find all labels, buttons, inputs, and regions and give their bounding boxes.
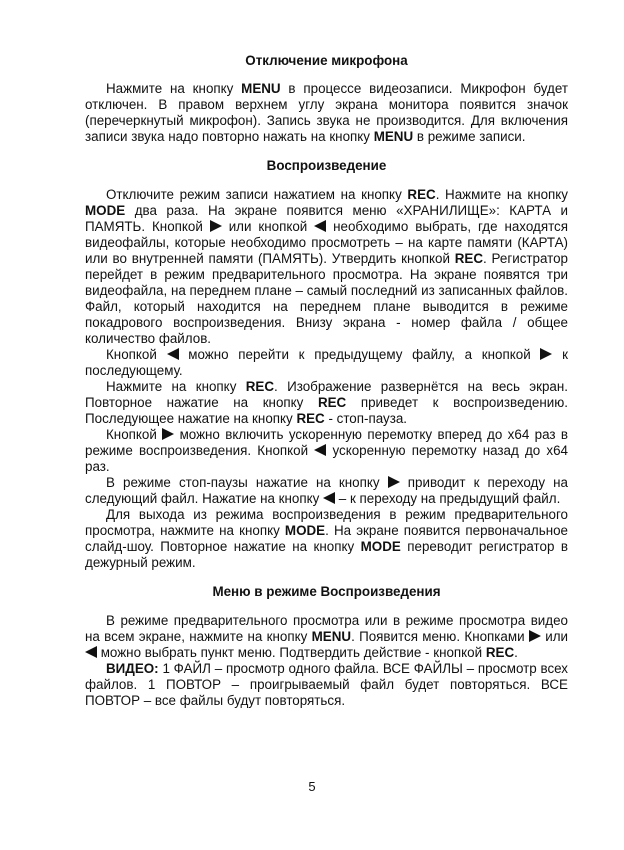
paragraph-playback-6: Для выхода из режима воспроизведения в режим предварительного просмотра, нажмите на кнопку MODE. На экране появится первоначальное слайд-шоу. Повторное нажатие на кнопку MODE переводит регистратор в дежурный режим.: [85, 507, 568, 570]
paragraph-menu-2: ВИДЕО: 1 ФАЙЛ – просмотр одного файла. ВСЕ ФАЙЛЫ – просмотр всех файлов. 1 ПОВТОР – проигрываемый файл будет повторяться. ВСЕ ПОВТОР – все файлы будут повторяться.: [85, 661, 568, 708]
section-title-mic: Отключение микрофона: [245, 53, 408, 68]
play-left-icon: [167, 348, 179, 360]
play-right-icon: [529, 630, 541, 642]
paragraph-playback-2: Кнопкой можно перейти к предыдущему файлу, а кнопкой к последующему.: [85, 347, 568, 378]
play-left-icon: [85, 646, 97, 658]
key-rec: REC: [317, 395, 347, 410]
page-number: 5: [308, 779, 316, 794]
key-rec: REC: [296, 411, 325, 426]
key-rec: REC: [485, 645, 515, 660]
section-title-playback: Воспроизведение: [266, 158, 387, 173]
play-left-icon: [314, 220, 326, 232]
label-video: ВИДЕО:: [106, 661, 159, 676]
key-mode: MODE: [360, 539, 401, 554]
key-rec: REC: [407, 187, 436, 202]
paragraph-menu-1: В режиме предварительного просмотра или в режиме просмотра видео на всем экране, нажмите на кнопку MENU. Появится меню. Кнопками или можно выбрать пункт меню. Подтвердить действие - кнопкой REC.: [85, 613, 568, 660]
key-menu: MENU: [241, 81, 281, 96]
paragraph-playback-4: Кнопкой можно включить ускоренную перемотку вперед до x64 раз в режиме воспроизведения. Кнопкой ускоренную перемотку назад до x64 раз.: [85, 427, 568, 474]
key-rec: REC: [454, 251, 484, 266]
play-right-icon: [210, 220, 222, 232]
paragraph-mic: Нажмите на кнопку MENU в процессе видеозаписи. Микрофон будет отключен. В правом верхнем углу экрана монитора появится значок (перечеркнутый микрофон). Запись звука не производится. Для включения записи звука надо повторно нажать на кнопку MENU в режиме записи.: [85, 81, 568, 144]
play-left-icon: [314, 444, 326, 456]
paragraph-playback-1: Отключите режим записи нажатием на кнопку REC. Нажмите на кнопку MODE два раза. На экране появится меню «ХРАНИЛИЩЕ»: КАРТА и ПАМЯТЬ. Кнопкой или кнопкой необходимо выбрать, где находятся видеофайлы, которые необходимо просмотреть – на карте памяти (КАРТА) или во внутренней памяти (ПАМЯТЬ). Утвердить кнопкой REC. Регистратор перейдет в режим предварительного просмотра. На экране появятся три видеофайла, на переднем плане – самый последний из записанных файлов. Файл, который находится на переднем плане выводится в режиме покадрового воспроизведения. Внизу экрана - номер файла / общее количество файлов.: [85, 187, 568, 346]
section-title-menu: Меню в режиме Воспроизведения: [212, 584, 441, 599]
paragraph-playback-3: Нажмите на кнопку REC. Изображение развернётся на весь экран. Повторное нажатие на кнопку REC приведет к воспроизведению. Последующее нажатие на кнопку REC - стоп-пауза.: [85, 379, 569, 426]
key-mode: MODE: [85, 203, 126, 218]
key-rec: REC: [245, 379, 275, 394]
key-menu: MENU: [311, 629, 352, 644]
key-mode: MODE: [284, 523, 326, 538]
play-right-icon: [162, 428, 174, 440]
play-right-icon: [540, 348, 552, 360]
manual-page: [85, 53, 568, 709]
play-right-icon: [388, 476, 400, 488]
key-menu: MENU: [373, 129, 414, 144]
paragraph-playback-5: В режиме стоп-паузы нажатие на кнопку приводит к переходу на следующий файл. Нажатие на кнопку – к переходу на предыдущий файл.: [85, 475, 568, 506]
play-left-icon: [323, 492, 335, 504]
